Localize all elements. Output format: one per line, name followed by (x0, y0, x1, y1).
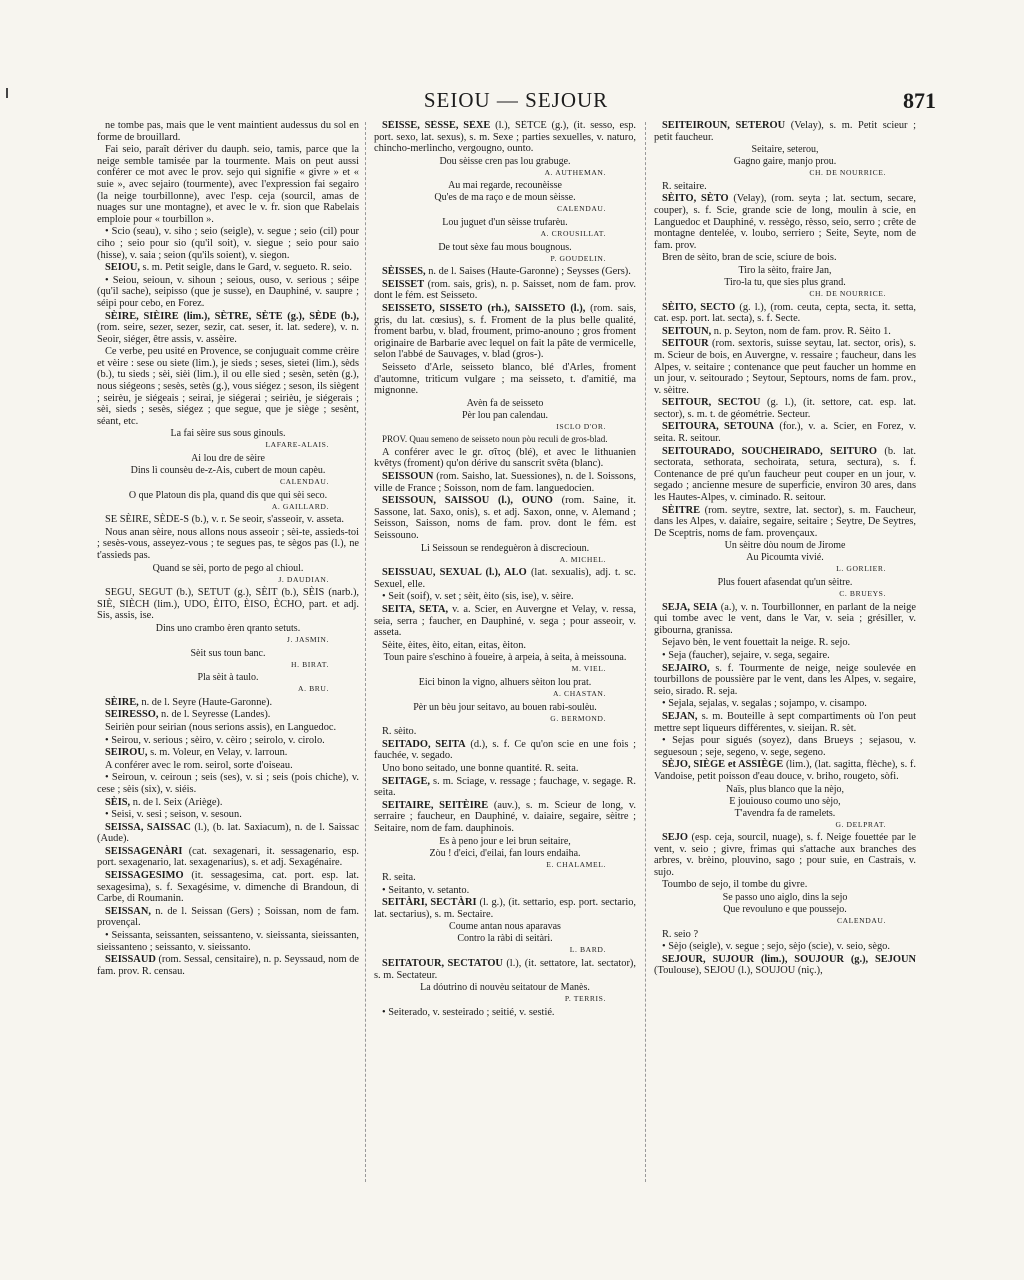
entry-text: • Seiroun, v. ceiroun ; seis (ses), v. si ; seis (pois chiche), v. cese ; sèis (six), v. siéis. (97, 772, 359, 795)
entry-text: (cat. sexagenari, it. sessagenario, esp. port. sexagenario, lat. sexagenarius), s. et adj. Sexagénaire. (97, 845, 359, 869)
entry-text: (Toulouse), SEJOU (l.), SOUJOU (niç.), (654, 965, 823, 977)
dictionary-entry (374, 640, 636, 652)
quotation-line: Tiro-la tu, que sies plus grand. (724, 276, 846, 288)
dictionary-entry (374, 120, 636, 155)
column-rule (645, 122, 646, 1182)
proverb: PROV. Quau semeno de seisseto noun pòu reculi de gros-blad. (382, 434, 608, 445)
entry-text: (rom. Saisho, lat. Suessiones), n. de l. Soissons, ville de France ; Soisson, nom de fam. languedocien. (374, 471, 636, 494)
dictionary-entry (654, 181, 916, 193)
quotation-author: L. GORLIER. (836, 564, 886, 574)
entry-text: ne tombe pas, mais que le vent maintient audessus du sol en forme de brouillard. (97, 120, 359, 143)
dictionary-entry (654, 505, 916, 540)
quotation-line: Que revouluno e que poussejo. (723, 904, 847, 916)
quotation-author: CH. DE NOURRICE. (809, 288, 886, 298)
entry-text: Uno bono seitado, une bonne quantité. R. seita. (382, 762, 579, 774)
dictionary-entry (374, 567, 636, 590)
dictionary-entry (97, 144, 359, 225)
dictionary-entry (97, 954, 359, 977)
headword: SEJAIRO, (662, 662, 710, 674)
headword: SEITATOUR, SECTATOU (382, 958, 503, 970)
dictionary-entry (374, 495, 636, 541)
entry-text: Seirièn pour seirian (nous serions assis), en Languedoc. (105, 721, 337, 733)
quotation-author: G. BERMOND. (550, 713, 606, 723)
headword: SEIOU, (105, 262, 140, 274)
running-title: SEIOU — SEJOUR (423, 88, 609, 112)
dictionary-entry (374, 279, 636, 302)
entry-text: R. seita. (382, 872, 416, 884)
entry-text: R. seitaire. (662, 180, 707, 192)
quotation-line: Eici binon la vigno, alhuers sèiton lou prat. (418, 676, 592, 688)
entry-text: Toumbo de sejo, il tombe du givre. (662, 879, 808, 891)
dictionary-entry (654, 302, 916, 325)
headword: SÈITO, SECTO (662, 301, 736, 313)
dictionary-entry (97, 797, 359, 809)
entry-text: (rom. Sessal, censitaire), n. p. Seyssaud, nom de fam. prov. R. censau. (97, 954, 359, 977)
headword: SÈIRE, SIÈIRE (lim.), SÈTRE, SÈTE (g.), SÈDE (b.), (105, 310, 359, 322)
dictionary-entry (97, 527, 359, 562)
dictionary-entry (374, 471, 636, 494)
entry-text: (rom. sais, gris), n. p. Saisset, nom de fam. prov. dont le fém. est Seisseto. (374, 278, 636, 302)
column-3 (654, 120, 916, 1190)
quotation-author: CALENDAU. (279, 477, 329, 487)
quotation-line: Dou sèisse cren pas lou grabuge. (439, 155, 571, 167)
quotation-line: T'avendra fa de ramelets. (734, 807, 836, 819)
quotation-line: Tiro la sèito, fraire Jan, (738, 264, 832, 276)
dictionary-entry (654, 735, 916, 758)
quotation-line: Pla sèit à taulo. (197, 672, 259, 684)
dictionary-entry (374, 604, 636, 639)
entry-text: • Seisi, v. sesi ; seison, v. sesoun. (105, 809, 242, 821)
dictionary-entry (654, 832, 916, 878)
quotation-author: C. BRUEYS. (839, 589, 886, 598)
entry-text: A conférer avec le gr. σῖτος (blé), et avec le lithuanien kvêtys (froment) qu'on dérive du sanscrit svêta (blanc). (374, 446, 636, 470)
quotation-author: CALENDAU. (836, 916, 886, 926)
headword: SEIROU, (105, 747, 148, 759)
headword: SEISSAUD (105, 954, 156, 966)
dictionary-entry (97, 587, 359, 622)
dictionary-entry (97, 846, 359, 869)
entry-text: • Seiterado, v. sesteirado ; seitié, v. sestié. (382, 1006, 555, 1018)
quotation-author: A. CROUSILLAT. (540, 228, 606, 238)
quotation-author: E. CHALAMEL. (546, 859, 606, 869)
headword: SEITOUR (662, 338, 709, 350)
entry-text: (rom. sextoris, suisse seytau, lat. sector, oris), s. m. Scieur de bois, en Auvergne, v. ressaire ; faucheur, dans les Alpes, v. seitaire ; contenance que peut faucher un homme en un jour, v. seitourado ; Seytour, Septours, noms de fam. prov., v. sèitre. (654, 338, 916, 396)
entry-text: (rom. seytre, sextre, lat. sector), s. m. Faucheur, dans les Alpes, v. daiaire, segaire, seitaire ; Seytre, De Seytres, De Sceptris, noms de fam. provençaux. (654, 504, 916, 539)
quotation-line: Avèn fa de seisseto (466, 397, 544, 409)
headword: SEITOURA, SETOUNA (662, 421, 775, 433)
quotation-line: Au Picoumta vivié. (746, 552, 824, 564)
dictionary-entry (654, 879, 916, 891)
headword: SEJOUR, SUJOUR (lim.), SOUJOUR (g.), SEJOUN (662, 953, 916, 965)
entry-text: (d.), s. f. Ce qu'on scie en une fois ; fauchée, v. segado. (374, 738, 636, 762)
column-rule (365, 122, 366, 1182)
headword: SEJO (662, 832, 688, 844)
entry-text: • Sèjo (seigle), v. segue ; sejo, sèjo (scie), v. seio, sègo. (662, 941, 890, 953)
entry-text: s. m. Bouteille à sept compartiments où l'on peut mettre sept liqueurs différentes, v. sieijan. R. sèt. (654, 710, 916, 734)
headword: SEITA, SETA, (382, 604, 449, 615)
dictionary-entry (97, 822, 359, 845)
dictionary-entry (654, 446, 916, 504)
entry-text: (esp. ceja, sourcil, nuage), s. f. Neige fouettée par le vent, v. seio ; givre, frimas qui s'attache aux branches des arbres, v. brèino, plouvino, sago ; pour suie, en Castrais, v. sujo. (654, 832, 916, 878)
dictionary-entry (97, 262, 359, 274)
dictionary-entry (97, 697, 359, 709)
headword: SÈISSES, (382, 266, 426, 278)
quotation-line: Toun paire s'eschino à foueire, à arpeia, à seita, à meissouna. (383, 652, 627, 664)
dictionary-entry (654, 252, 916, 264)
quotation-line: Seitaire, seterou, (751, 144, 819, 156)
headword: SEISSA, SAISSAC (105, 821, 191, 833)
dictionary-entry (374, 362, 636, 397)
quotation-line: Quand se sèi, porto de pego al chioul. (152, 562, 304, 574)
quotation-author: G. DELPRAT. (835, 819, 886, 829)
headword: SEJAN, (662, 710, 698, 722)
entry-text: s. m. Petit seigle, dans le Gard, v. segueto. R. seio. (142, 262, 352, 274)
dictionary-entry (374, 447, 636, 470)
dictionary-entry (97, 760, 359, 772)
quotation-line: Coume antan nous aparavas (449, 921, 561, 933)
headword: SEISSAGENÀRI (105, 845, 183, 857)
entry-text: (lat. sexualis), adj. t. sc. Sexuel, elle. (374, 567, 636, 590)
entry-text: (for.), v. a. Scier, en Forez, v. seita. R. seitour. (654, 421, 916, 445)
quotation-line: Au mai regarde, recounèisse (448, 180, 562, 192)
quotation-author: A. MICHEL. (559, 554, 606, 564)
quotation-line: Dins lì counsèu de-z-Ais, cubert de moun capèu. (130, 465, 326, 477)
headword: SEIRESSO, (105, 709, 159, 721)
headword: SEISSET (382, 278, 425, 290)
dictionary-entry (654, 338, 916, 396)
dictionary-entry (374, 591, 636, 603)
entry-text: Nous anan sèire, nous allons nous asseoir ; sèi-te, assieds-toi ; sesès-vous, asseyez-vous ; te segues pas, te sègos pas (l.), ne t'assieds pas. (97, 526, 359, 561)
entry-text: (rom. sais, gris, du lat. cœsius), s. f. Froment de la plus belle qualité, froment barbu, v. blad, froument, primo-anouno ; gros froment originaire de Barbarie avec lequel on fait la pâte de vermicelle, selon l'abbé de Sauvages, v. blad (gros-). (374, 302, 636, 361)
headword: SEISSOUN (382, 471, 434, 483)
entry-text: n. p. Seyton, nom de fam. prov. R. Sèito 1. (713, 325, 891, 337)
dictionary-entry (654, 941, 916, 953)
dictionary-entry (97, 809, 359, 821)
dictionary-entry (654, 698, 916, 710)
quotation-author: A. GAILLARD. (271, 501, 329, 511)
entry-text: (Velay), (rom. seyta ; lat. sectum, secare, couper), s. f. Scie, grande scie de long, moulin à scie, en Languedoc et Dauphiné, v. ressègo, rèsso, seio, serro ; crête de montagne dentelée, v. loubo, serriero ; Seite, Seyte, nom de fam. prov. (654, 193, 916, 251)
entry-text: n. de l. Seyre (Haute-Garonne). (141, 696, 273, 708)
entry-text: • Seissanta, seissanten, seissanteno, v. sieissanta, sieissanten, sieissanteno ; seissanto, v. sieissanto. (97, 930, 359, 953)
quotation-line: Es à peno jour e lei brun seitaire, (439, 835, 571, 847)
quotation-line: Plus fouert afasendat qu'un sèitre. (717, 577, 853, 588)
quotation-author: A. CHASTAN. (552, 688, 606, 698)
margin-mark (6, 88, 8, 98)
quotation-author: ISCLO D'OR. (556, 421, 606, 431)
dictionary-entry (374, 1007, 636, 1019)
dictionary-entry (97, 120, 359, 143)
entry-text: s. f. Tourmente de neige, neige soulevée en tourbillons de poussière par le vent, dans les Alpes, v. segaire, seio, sirado. R. seja. (654, 662, 916, 697)
dictionary-entry (97, 735, 359, 747)
quotation-author: H. BIRAT. (291, 659, 329, 669)
quotation-line: Pèr un bèu jour seitavo, au bouen rabi-soulèu. (413, 701, 597, 713)
headword: SÈIRE, (105, 696, 139, 708)
dictionary-entry (654, 929, 916, 941)
running-header (96, 88, 936, 114)
dictionary-entry (654, 759, 916, 782)
dictionary-entry (654, 193, 916, 251)
quotation-line: Sèit sus toun banc. (190, 647, 266, 659)
dictionary-entry (97, 772, 359, 795)
entry-text: • Seja (faucher), sejaire, v. sega, segaire. (662, 649, 830, 661)
quotation-line: Lou juguet d'un sèisse trufarèu. (442, 216, 568, 228)
entry-text: • Seitanto, v. setanto. (382, 884, 470, 896)
headword: SEISSAGESIMO (105, 870, 184, 882)
quotation-author: J. JASMIN. (286, 634, 329, 644)
dictionary-entry (97, 722, 359, 734)
dictionary-entry (654, 663, 916, 698)
entry-text: Seisseto d'Arle, seisseto blanco, blé d'Arles, froment d'automne, triticum vulgare ; ma seisseto, t. d'amitié, ma mignonne. (374, 361, 636, 397)
entry-text: (l.), (it. settatore, lat. sectator), s. m. Sectateur. (374, 958, 636, 981)
entry-text: R. sèito. (382, 726, 417, 738)
entry-text: • Seiou, seioun, v. sihoun ; seious, ouso, v. serious ; séipe (qu'il sache), seipisso (que je susse), en Dauphiné, v. saupre ; séipi pour cebo, en Forez. (97, 274, 359, 309)
dictionary-entry (654, 954, 916, 977)
quotation-line: Dins uno crambo èren qranto setuts. (155, 622, 301, 634)
entry-text: Sèite, èites, èito, eitan, eitas, èiton. (382, 639, 526, 651)
dictionary-entry (374, 739, 636, 762)
dictionary-entry (97, 870, 359, 905)
quotation-line: Naïs, plus blanco que la nèjo, (725, 783, 845, 795)
quotation-author: P. TERRIS. (564, 994, 606, 1004)
headword: SEITEIROUN, SETEROU (662, 120, 786, 131)
entry-text: (b. lat. sectorata, sethorata, sechoirata, setura, sectura), s. f. Contenance de pré qu'un faucheur peut couper en un jour, v. segado ; ancienne mesure de superficie, environ 30 ares, dans les Hautes-Alpes, v. ciminado. R. seitour. (654, 445, 916, 504)
entry-text: • Scio (seau), v. siho ; seio (seigle), v. segue ; seio (cil) pour ciho ; seio pour sio (qu'il soit), v. siegue ; seio pour saio (hisse), v. saia ; seion (qu'ils soient), v. siegon. (97, 226, 359, 261)
entry-text: Fai seio, paraît dériver du dauph. seio, tamis, parce que la neige semble tamisée par la tourmente. Mais on peut aussi conférer ce mot avec le prov. sejo qui signifie « givre » et « suie », avec sejairo (tourmente), avec l'expression fai segairo (la neige tourbillonne), avec l'esp. ceja (sourcil, amas de nuages sur une montagne), et avec le v. fr. sion que Rabelais emploie pour « tourbillon ». (97, 144, 359, 225)
dictionary-entry (374, 776, 636, 799)
entry-text: (l. g.), (it. settario, esp. port. sectario, lat. sectarius), s. m. Sectaire. (374, 897, 636, 920)
entry-text: • Sejas pour sigués (soyez), dans Brueys ; sejasou, v. seguesoun ; seje, segeno, v. sege, segeno. (654, 735, 916, 758)
headword: SEITÀRI, SECTÀRI (382, 897, 477, 909)
entry-text: (auv.), s. m. Scieur de long, v. serraire ; faucheur, en Dauphiné, v. daiaire, segaire, sèitre ; Seitaire, nom de fam. dauphinois. (374, 799, 636, 834)
headword: SEITOURADO, SOUCHEIRADO, SEITURO (662, 445, 877, 457)
entry-text: SE SÈIRE, SÈDE-S (b.), v. r. Se seoir, s'asseoir, v. asseta. (105, 514, 344, 526)
quotation-author: M. VIEL. (571, 664, 606, 674)
dictionary-entry (97, 906, 359, 929)
entry-text: (l.), (b. lat. Saxiacum), n. de l. Saissac (Aude). (97, 821, 359, 845)
entry-text: n. de l. Saises (Haute-Garonne) ; Seysses (Gers). (428, 266, 631, 278)
dictionary-entry (654, 602, 916, 637)
headword: SÈIS, (105, 796, 131, 808)
entry-text: (g. l.), (rom. ceuta, cepta, secta, it. setta, cat. esp. port. lat. secta), s. f. Secte. (654, 301, 916, 325)
dictionary-entry (97, 346, 359, 427)
quotation-line: La fai sèire sus sous ginouls. (170, 428, 286, 440)
entry-text: • Seirou, v. serious ; sèiro, v. cèiro ; seirolo, v. cirolo. (105, 734, 325, 746)
quotation-author: J. DAUDIAN. (278, 574, 329, 584)
entry-text: Sejavo bèn, le vent fouettait la neige. R. sejo. (662, 637, 851, 649)
headword: SÈISSE, SÈSSE, SÈXE (382, 120, 491, 131)
dictionary-entry (374, 726, 636, 738)
quotation-line: Zòu ! d'eici, d'eilai, fan lours endaiha. (429, 847, 581, 859)
entry-text: (lim.), (lat. sagitta, flèche), s. f. Vandoise, petit poisson d'eau douce, v. briho, rougeto, sòfi. (654, 759, 916, 782)
dictionary-entry (654, 650, 916, 662)
headword: SEITAIRE, SEITÈIRE (382, 799, 489, 811)
dictionary-entry (97, 514, 359, 526)
headword: SEITAGE, (382, 775, 431, 787)
quotation-line: Pèr lou pan calendau. (461, 409, 549, 421)
quotation-line: O que Platoun dis pla, quand dis que qui sèi seco. (128, 489, 328, 501)
entry-text: R. seio ? (662, 928, 699, 940)
quotation-line: Ai lou dre de sèire (191, 453, 265, 465)
page-number: 871 (903, 88, 936, 113)
dictionary-entry (374, 303, 636, 361)
headword: SÈITO, SÈTO (662, 193, 729, 205)
dictionary-entry (374, 885, 636, 897)
quotation-author: P. GOUDELIN. (550, 253, 606, 263)
quotation-line: Gagno gaire, manjo prou. (733, 156, 837, 168)
quotation-author: L. BARD. (569, 945, 606, 955)
entry-text: n. de l. Seyresse (Landes). (161, 709, 271, 721)
entry-text: s. m. Voleur, en Velay, v. larroun. (150, 747, 288, 759)
entry-text: • Seit (soif), v. set ; sèit, èito (sis, ise), v. sèire. (382, 591, 574, 603)
entry-text: (rom. seire, sezer, sezer, sezir, cat. seser, it. lat. sedere), v. n. Seoir, siéger, être assis, v. assèire. (97, 322, 359, 345)
dictionary-entry (97, 311, 359, 346)
headword: SEISSAN, (105, 905, 151, 917)
dictionary-entry (374, 800, 636, 835)
headword: SEISSETO, SISSETO (rh.), SAISSETO (l.), (382, 302, 586, 314)
dictionary-entry (654, 397, 916, 420)
dictionary-entry (374, 897, 636, 920)
entry-text: s. m. Sciage, v. ressage ; fauchage, v. segage. R. seita. (374, 775, 636, 799)
headword: SEITADO, SEITA (382, 738, 466, 750)
dictionary-entry (654, 326, 916, 338)
quotation-line: Un sèitre dòu noum de Jirome (724, 540, 846, 552)
dictionary-entry (374, 872, 636, 884)
entry-text: SEGU, SEGUT (b.), SETUT (g.), SÈIT (b.), SÈIS (narb.), SIÈ, SIÈCH (lim.), UDO, ÈITO, ÈISO, ÈCHO, part. et adj. Sis, assis, ise. (97, 587, 359, 622)
dictionary-entry (654, 120, 916, 143)
headword: SÈITRE (662, 504, 701, 516)
headword: SÈJO, SIÈGE et ASSIÈGE (662, 759, 784, 771)
quotation-line: Li Seissoun se rendeguèron à discrecioun. (420, 542, 590, 554)
dictionary-entry (374, 763, 636, 775)
dictionary-entry (97, 930, 359, 953)
column-1 (97, 120, 359, 1190)
dictionary-entry (97, 747, 359, 759)
quotation-author: A. AUTHEMAN. (544, 167, 606, 177)
entry-text: v. a. Scier, en Auvergne et Velay, v. ressa, seia, serra ; faucher, en Dauphiné, v. sega ; pour asseoir, v. asseta. (374, 604, 636, 639)
quotation-line: Contro la ràbi di seitàri. (457, 933, 553, 945)
entry-text: (it. sessagesima, cat. port. esp. lat. sexagesima), s. f. Sexagésime, v. dimenche di Brandoun, di Carbe, di Roumanin. (97, 870, 359, 905)
dictionary-entry (97, 226, 359, 261)
entry-text: (Velay), s. m. Petit scieur ; petit faucheur. (654, 120, 916, 143)
dictionary-entry (654, 421, 916, 444)
quotation-line: E jouiouso coumo uno sèjo, (729, 795, 841, 807)
headword: SEITOUN, (662, 325, 712, 337)
entry-text: (a.), v. n. Tourbillonner, en parlant de la neige qui tombe avec le vent, dans le Var, v. seia ; grésiller, v. gibourna, granissa. (654, 601, 916, 636)
entry-text: Ce verbe, peu usité en Provence, se conjuguait comme crèire et vèire : sese ou siete (lim.), je sieds ; seses, sietei (lim.), sèds (b.), tu sieds ; sèi, sièi (lim.), il ou elle sied ; sesèn, setèn (g.), nous siégeons ; sesès, setès (g.), vous siégez ; seson, ils siègent ; seirèu, je siégeais ; seirai, je siégerai ; seirièu, je siégerais ; sèi, sieds ; sesès, siégez ; que segue, que je siège ; sesènt, séant, etc. (97, 346, 359, 427)
quotation-line: La dóutrino di nouvèu seitatour de Manès. (420, 982, 590, 994)
quotation-author: CALENDAU. (556, 204, 606, 214)
dictionary-entry (374, 958, 636, 981)
dictionary-entry (374, 266, 636, 278)
quotation-line: Qu'es de ma raço e de moun sèisse. (434, 192, 576, 204)
quotation-author: CH. DE NOURRICE. (809, 168, 886, 178)
entry-text: n. de l. Seissan (Gers) ; Soissan, nom de fam. provençal. (97, 905, 359, 929)
entry-text: • Sejala, sejalas, v. segalas ; sojampo, v. cisampo. (662, 698, 867, 710)
column-2 (374, 120, 636, 1190)
quotation-line: Se passo uno aiglo, dins la sejo (722, 892, 848, 904)
entry-text: (g. l.), (it. settore, cat. esp. lat. sector), s. m. t. de géométrie. Secteur. (654, 397, 916, 420)
entry-text: (l.), SÈTCE (g.), (it. sesso, esp. port. sexo, lat. sexus), s. m. Sexe ; parties sexuelles, v. naturo, chincho-merlincho, vergougno, ounto. (374, 120, 636, 155)
quotation-author: LAFARE-ALAIS. (265, 440, 329, 450)
entry-text: A conférer avec le rom. seirol, sorte d'oiseau. (105, 759, 293, 771)
entry-text: Bren de sèito, bran de scie, sciure de bois. (662, 252, 837, 264)
dictionary-entry (654, 637, 916, 649)
headword: SEISSOUN, SAISSOU (l.), OUNO (382, 495, 553, 507)
entry-text: (rom. Saine, it. Sassone, lat. Saxo, onis), s. et adj. Saxon, onne, v. Alemand ; Seisson, Saisson, noms de fam. prov. dont le fém. est Seissouno. (374, 495, 636, 542)
headword: SEITOUR, SECTOU (662, 397, 761, 409)
entry-text: n. de l. Seix (Ariège). (132, 796, 223, 808)
headword: SEISSUAU, SEXUAL (l.), ALO (382, 567, 527, 579)
quotation-line: De tout sèxe fau mous bougnous. (438, 241, 572, 253)
dictionary-entry (97, 709, 359, 721)
quotation-author: A. BRU. (298, 684, 329, 694)
dictionary-entry (97, 275, 359, 310)
dictionary-entry (654, 711, 916, 734)
headword: SEJA, SEIA (662, 601, 718, 613)
